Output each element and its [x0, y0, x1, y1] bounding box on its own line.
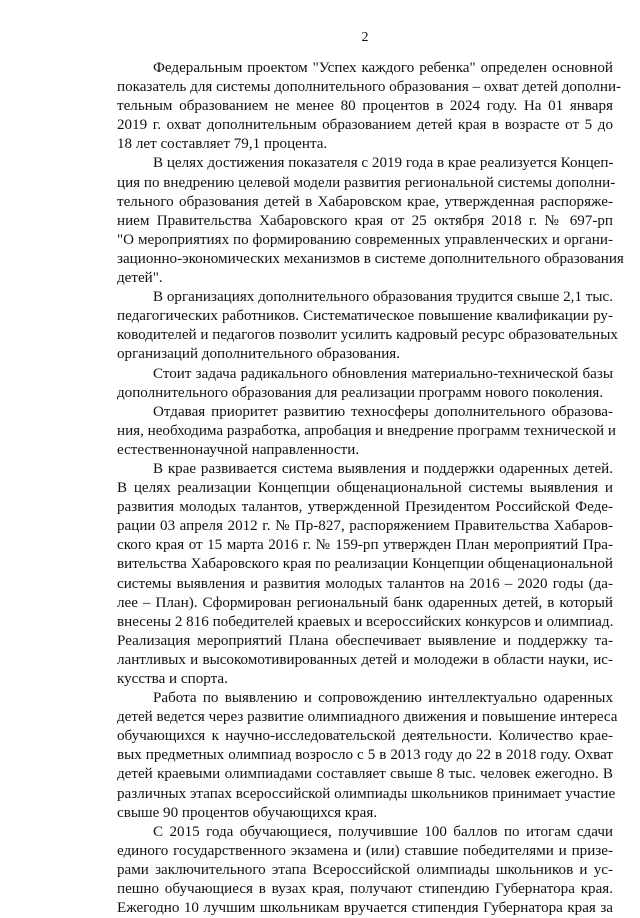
paragraph [117, 288, 618, 364]
text-line: единого государственного экзамена и (или) ставшие победителями и призе- [117, 842, 613, 859]
paragraph [117, 689, 618, 823]
text-line: В крае развивается система выявления и поддержки одаренных детей. [153, 460, 613, 477]
page-number: 2 [361, 30, 369, 45]
text-line: детей ведется через развитие олимпиадного движения и повышение интереса [117, 709, 618, 726]
text-line: Реализация мероприятий Плана обеспечивает выявление и поддержку та- [117, 632, 613, 649]
text-line: организаций дополнительного образования. [117, 346, 401, 363]
text-line: 2019 г. охват дополнительным образованием детей края в возрасте от 5 до [117, 117, 613, 134]
text-line: тельным образованием не менее 80 процентов в 2024 году. На 01 января [117, 98, 613, 115]
paragraph [117, 59, 622, 154]
text-line: Федеральным проектом "Успех каждого ребенка" определен основной [153, 60, 613, 76]
text-line: детей краевыми олимпиадами составляет свыше 8 тыс. человек ежегодно. В [117, 766, 613, 783]
text-line: ского края от 15 марта 2016 г. № 159-рп утвержден План мероприятий Пра- [117, 537, 613, 554]
document-body [117, 59, 624, 918]
text-line: зационно-экономических механизмов в системе дополнительного образования [117, 250, 624, 267]
text-line: педагогических работников. Систематическое повышение квалификации ру- [117, 308, 613, 325]
text-line: различных этапах всероссийской олимпиады школьников принимает участие [117, 785, 616, 802]
text-line: рации 03 апреля 2012 г. № Пр-827, распоряжением Правительства Хабаров- [117, 518, 613, 535]
text-line: системы выявления и развития молодых талантов на 2016 – 2020 годы (да- [117, 575, 613, 592]
text-line: ководителей и педагогов позволит усилить кадровый ресурс образовательных [117, 327, 618, 344]
text-line: показатель для системы дополнительного образования – охват детей дополни- [117, 79, 622, 96]
text-line: С 2015 года обучающиеся, получившие 100 баллов по итогам сдачи [153, 823, 613, 840]
text-line: Отдавая приоритет развитию техносферы дополнительного образова- [153, 403, 613, 420]
text-line: Работа по выявлению и сопровождению интеллектуально одаренных [153, 690, 613, 707]
paragraph [117, 403, 616, 460]
text-line: обучающихся к научно-исследовательской деятельности. Количество крае- [117, 728, 613, 745]
text-line: В организациях дополнительного образования трудится свыше 2,1 тыс. [153, 289, 613, 306]
text-line: пешно обучающиеся в вузах края, получают стипендию Губернатора края. [117, 881, 613, 898]
text-line: внесены 2 816 победителей краевых и всероссийских конкурсов и олимпиад. [117, 613, 614, 630]
text-line: Стоит задача радикального обновления материально-технической базы [153, 365, 613, 382]
text-line: естественнонаучной направленности. [117, 441, 360, 458]
text-line: лантливых и высокомотивированных детей и молодежи в области науки, ис- [117, 651, 613, 668]
paragraph [117, 460, 613, 689]
text-line: В целях реализации Концепции общенациональной системы выявления и [117, 480, 613, 497]
text-line: "О мероприятиях по формированию современных управленческих и органи- [117, 231, 613, 248]
text-line: кусства и спорта. [117, 671, 228, 687]
text-line: ния, необходима разработка, апробация и внедрение программ технической и [117, 422, 616, 439]
text-line: развития молодых талантов, утвержденной Президентом Российской Феде- [117, 499, 613, 516]
text-line: свыше 90 процентов обучающихся края. [117, 804, 378, 821]
text-line: дополнительного образования для реализации программ нового поколения. [117, 384, 604, 401]
text-line: детей". [117, 270, 163, 287]
text-line: Ежегодно 10 лучшим школьникам вручается стипендия Губернатора края за [117, 900, 613, 917]
text-line: ция по внедрению целевой модели развития региональной системы дополни- [117, 174, 616, 191]
text-line: 18 лет составляет 79,1 процента. [117, 136, 328, 153]
text-line: лее – План). Сформирован региональный банк одаренных детей, в который [117, 594, 613, 611]
text-line: рами заключительного этапа Всероссийской олимпиады школьников и ус- [117, 861, 613, 878]
paragraph [117, 154, 624, 288]
text-line: В целях достижения показателя с 2019 года в крае реализуется Концеп- [153, 155, 614, 172]
text-line: нием Правительства Хабаровского края от 25 октября 2018 г. № 697-рп [117, 212, 613, 229]
text-line: тельного образования детей в Хабаровском крае, утвержденная распоряже- [117, 193, 613, 210]
paragraph [117, 365, 613, 403]
text-line: вых предметных олимпиад возросло с 5 в 2013 году до 22 в 2018 году. Охват [117, 747, 613, 764]
text-line: вительства Хабаровского края по реализации Концепции общенациональной [117, 556, 613, 573]
